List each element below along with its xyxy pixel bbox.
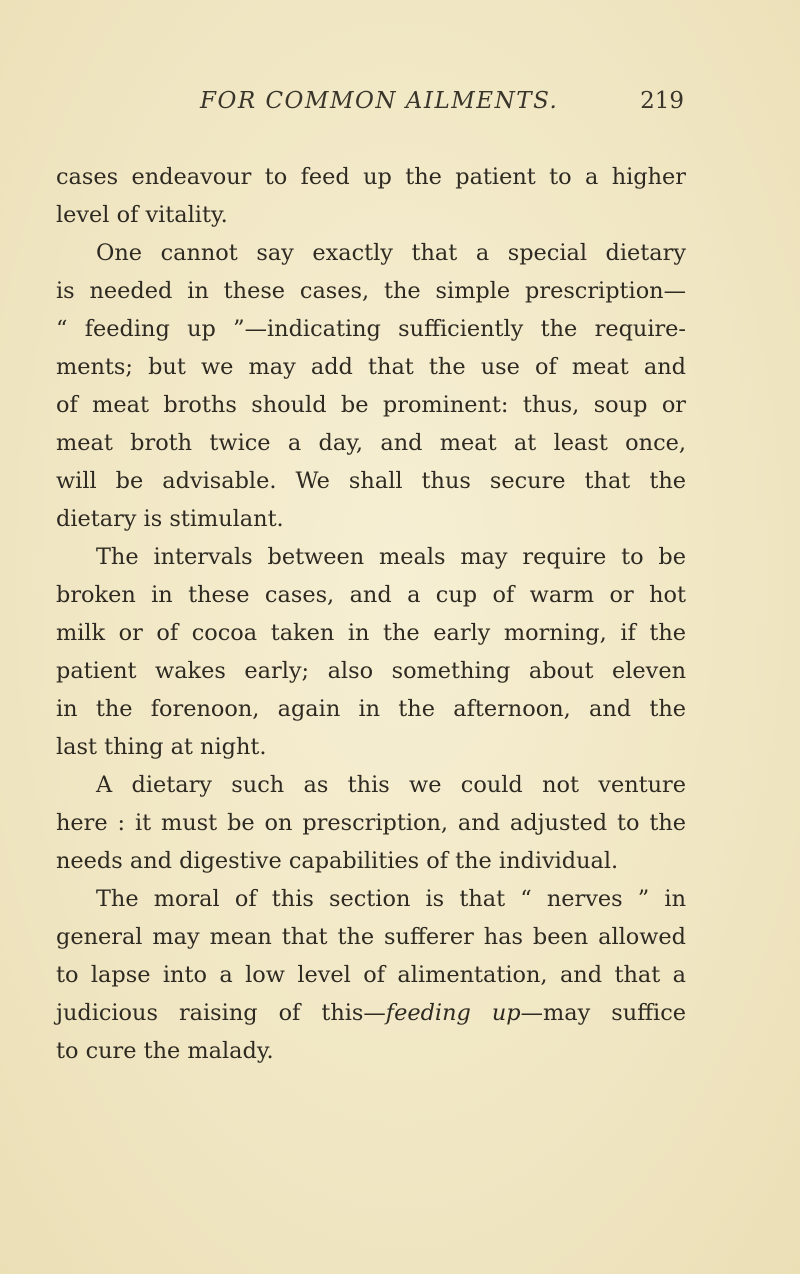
text-line-20: The moral of this section is that “ nerves ” in (96, 886, 686, 912)
text-line-18: here : it must be on prescription, and adjusted to the (56, 810, 686, 836)
text-line-11: The intervals between meals may require to be (96, 544, 686, 570)
text-line-14: patient wakes early; also something about eleven (56, 658, 686, 684)
text-line-13: milk or of cocoa taken in the early morning, if the (56, 620, 686, 646)
text-line-24: to cure the malady. (56, 1038, 274, 1064)
text-line-19: needs and digestive capabilities of the individual. (56, 848, 619, 874)
line-23-start: judicious raising of this— (56, 1000, 386, 1026)
text-line-2: level of vitality. (56, 202, 228, 228)
text-line-21: general may mean that the sufferer has been allowed (56, 924, 686, 950)
text-line-8: meat broth twice a day, and meat at least once, (56, 430, 686, 456)
text-line-6: ments; but we may add that the use of meat and (56, 354, 686, 380)
text-line-12: broken in these cases, and a cup of warm or hot (56, 582, 686, 608)
line-23-end: —may suffice (520, 1000, 686, 1026)
text-line-16: last thing at night. (56, 734, 267, 760)
running-head: FOR COMMON AILMENTS. (200, 88, 559, 114)
text-line-17: A dietary such as this we could not venture (96, 772, 686, 798)
text-line-10: dietary is stimulant. (56, 506, 284, 532)
page-number: 219 (640, 88, 684, 114)
text-line-15: in the forenoon, again in the afternoon, and the (56, 696, 686, 722)
text-line-23 (56, 994, 686, 1032)
text-line-4: is needed in these cases, the simple prescription— (56, 278, 686, 304)
text-line-9: will be advisable. We shall thus secure that the (56, 468, 686, 494)
text-line-1: cases endeavour to feed up the patient to a higher (56, 164, 686, 190)
line-23-italic: feeding up (385, 1000, 521, 1026)
text-line-5: “ feeding up ”—indicating sufficiently the require- (56, 316, 686, 342)
page-header (200, 88, 684, 124)
text-line-22: to lapse into a low level of alimentation, and that a (56, 962, 686, 988)
text-line-3: One cannot say exactly that a special dietary (96, 240, 686, 266)
text-line-7: of meat broths should be prominent: thus, soup or (56, 392, 686, 418)
